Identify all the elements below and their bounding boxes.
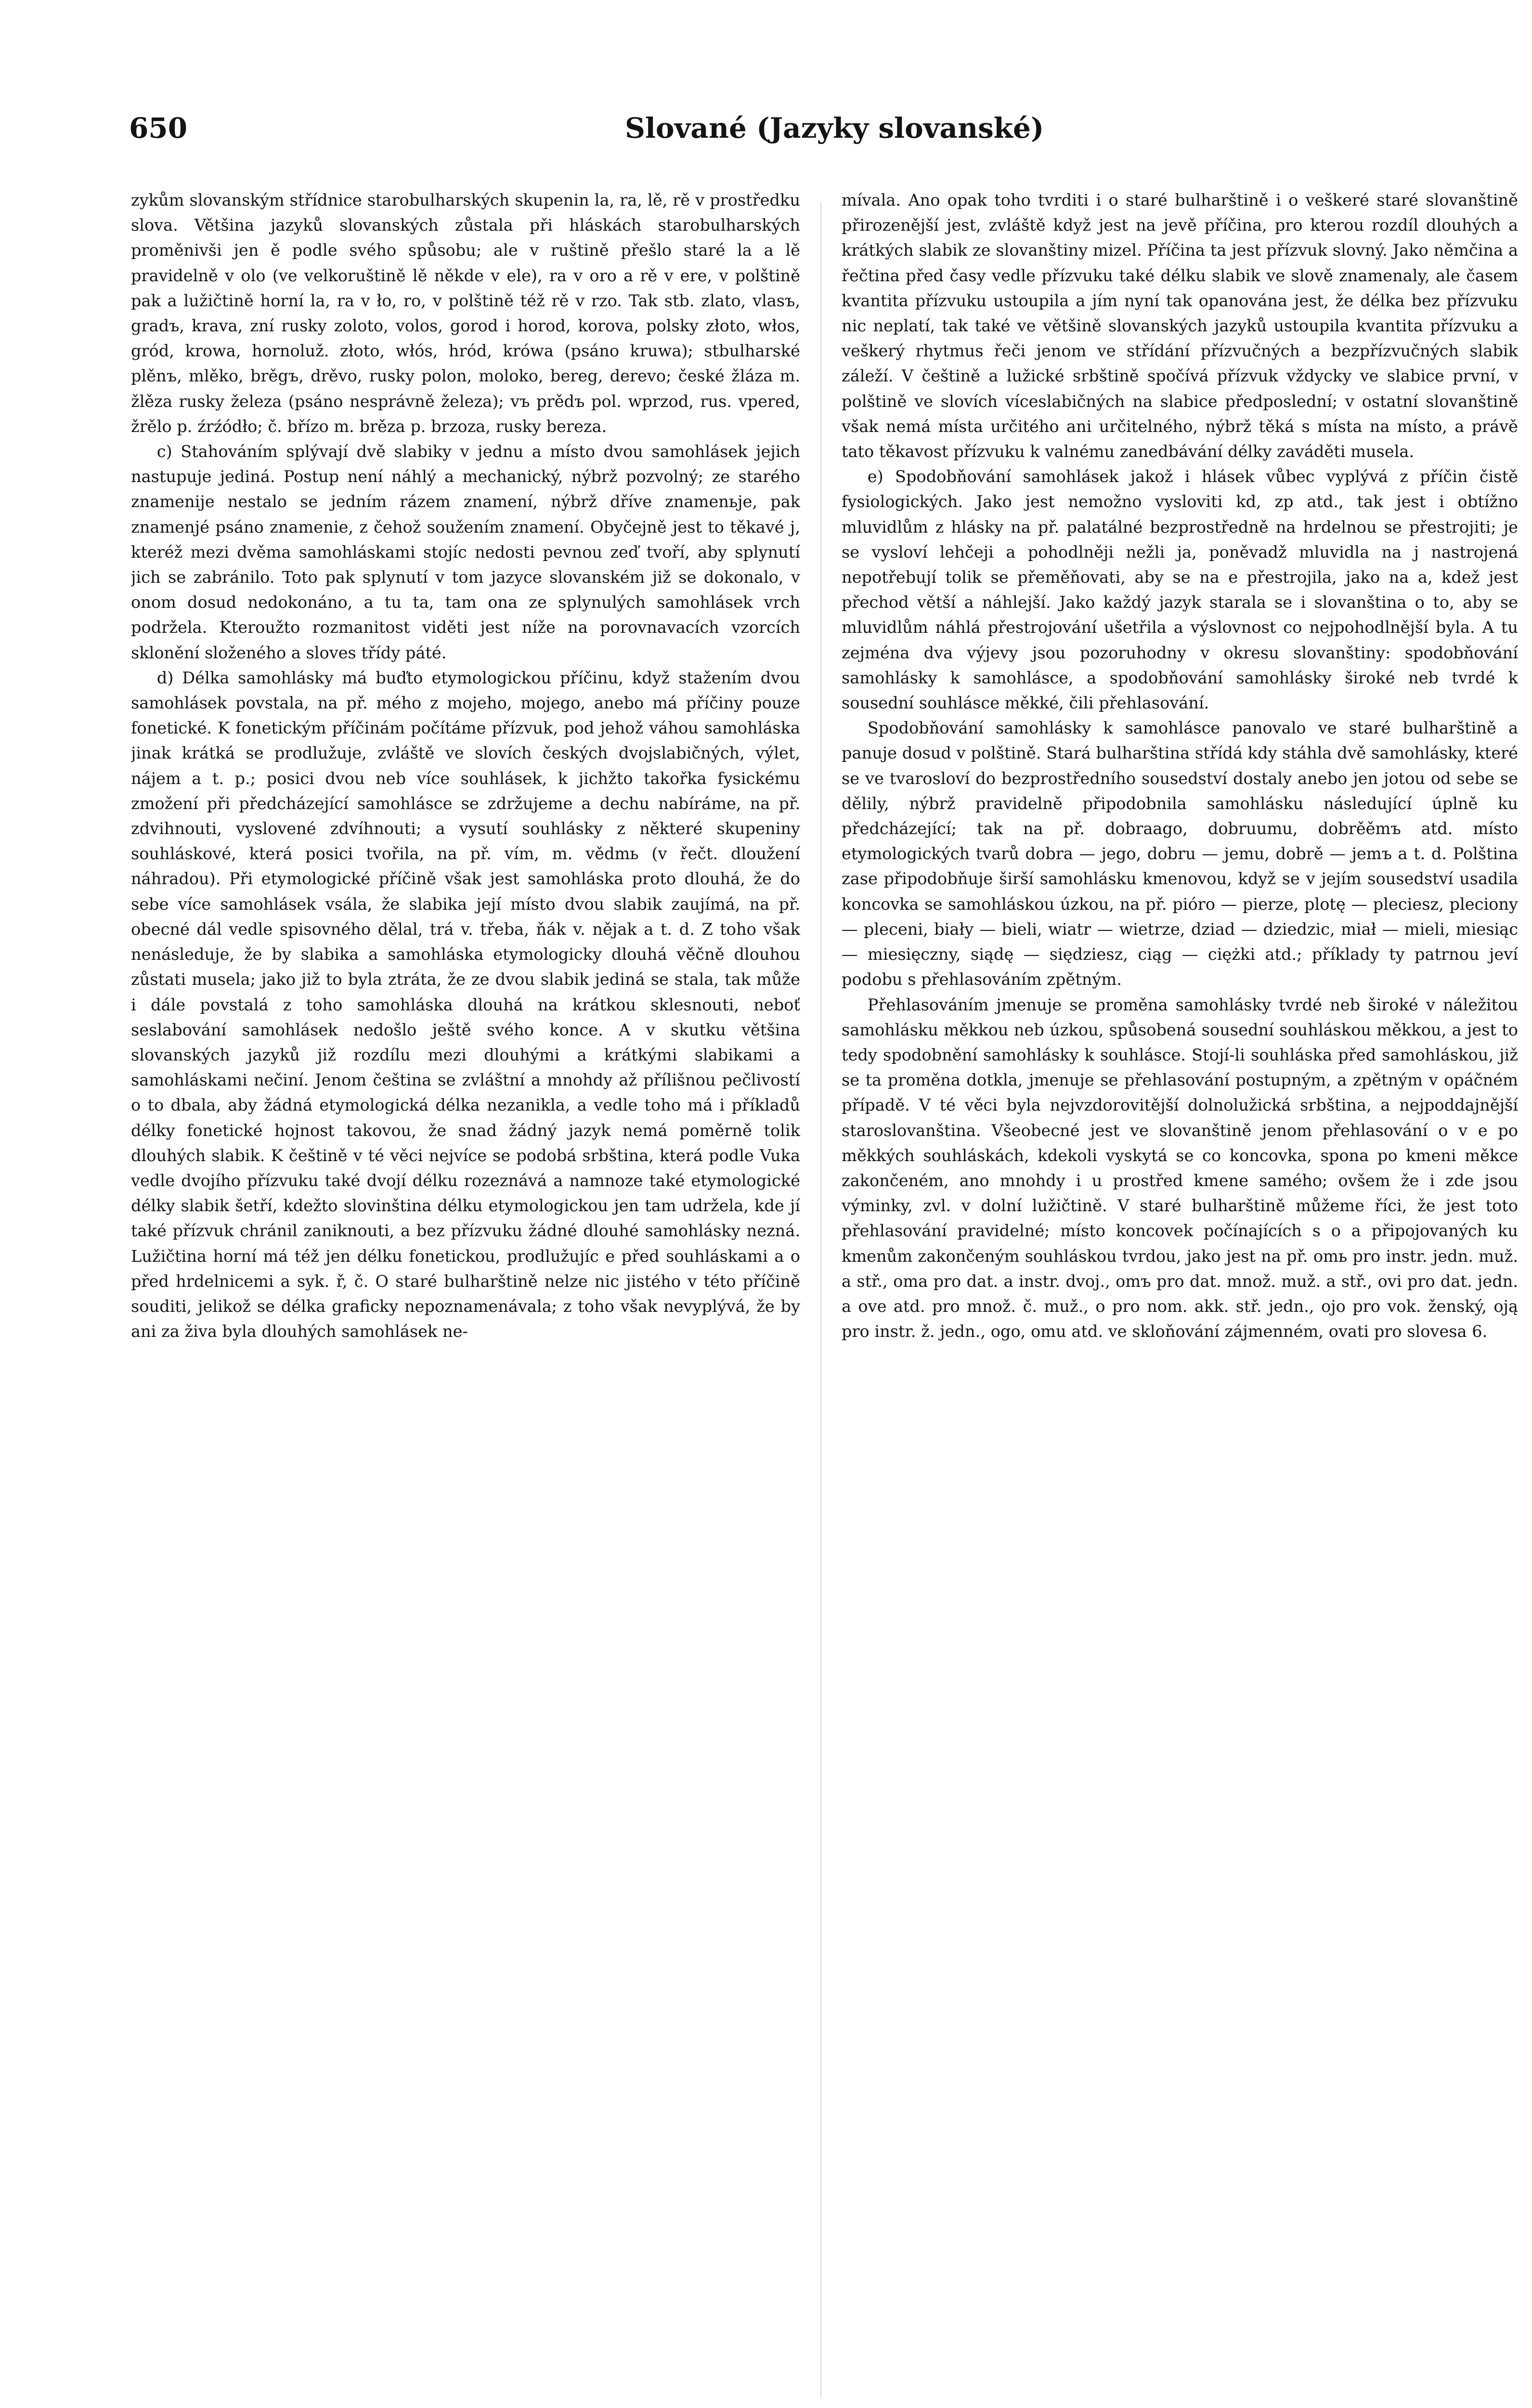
paragraph-assimilation: e) Spodobňování samohlásek jakož i hlásek vůbec vyplývá z příčin čistě fysiologických. Jako jest nemožno vysloviti kd, zp atd., tak jest i obtížno mluvidlům z hlásky na př. palatálné bezprostředně na hrdelnou se přestrojiti; je se vysloví lehčeji a pohodlněji nežli ja, poněvadž mluvidla na j nastrojená nepotřebují tolik se přeměňovati, aby se na e přestrojila, jako na a, kdež jest přechod větší a náhlejší. Jako každý jazyk starala se i slovanština o to, aby se mluvidlům náhlá přestrojování ušetřila a výslovnost co nejpohodlnější byla. A tu zejména dva výjevy jsou pozoruhodny v okresu slovanštiny: spodobňování samohlásky k samohlásce, a spodobňování samohlásky široké neb tvrdé k sousední souhlásce měkké, čili přehlasování. <box>842 467 1518 713</box>
paragraph-vowel-groups: zykům slovanským střídnice starobulharských skupenin la, ra, lě, rě v prostředku slova. Většina jazyků slovanských zůstala při hláskách starobulharských proměnivši jen ě podle svého spůsobu; ale v ruštině přešlo staré la a lě pravidelně v olo (ve velkoruštině lě někde v ele), ra v oro a rě v ere, v polštině pak a lužičtině horní la, ra v ło, ro, v polštině též rě v rzo. Tak stb. zlato, vlasъ, gradъ, krava, zní rusky zoloto, volos, gorod i horod, korova, polsky złoto, włos, gród, krowa, hornoluž. złoto, włós, hród, krówa (psáno kruwa); stbulharské plěnъ, mlěko, brěgъ, drěvo, rusky polon, moloko, bereg, derevo; české žláza m. žlěza rusky železa (psáno nesprávně železa); vъ prědъ pol. wprzod, rus. vpered, žrělo p. źrźódło; č. břízo m. brěza p. brzoza, rusky bereza. <box>131 191 800 436</box>
paragraph-umlaut: Přehlasováním jmenuje se proměna samohlásky tvrdé neb široké v náležitou samohlásku měkkou neb úzkou, spůsobená sousední souhláskou měkkou, a jest to tedy spodobnění samohlásky k souhlásce. Stojí-li souhláska před samohláskou, již se ta proměna dotkla, jmenuje se přehlasování postupným, a zpětným v opáčném případě. V té věci byla nejvzdorovitější dolnolužická srbština, a nejpoddajnější staroslovanština. Všeobecné jest ve slovanštině jenom přehlasování o v e po měkkých souhláskách, kdekoli vyskytá se co koncovka, spona po kmeni měkce zakončeném, ano mnohdy i u prostřed kmene samého; ovšem že i zde jsou výminky, zvl. v dolní lužičtině. V staré bulharštině můžeme říci, že jest toto přehlasování pravidelné; místo koncovek počínajících s o a připojovaných ku kmenům zakončeným souhláskou tvrdou, jako jest na př. omь pro instr. jedn. muž. a stř., oma pro dat. a instr. dvoj., omъ pro dat. množ. muž. a stř., ovi pro dat. jedn. a ove atd. pro množ. č. muž., o pro nom. akk. stř. jedn., ojo pro vok. ženský, oją pro instr. ž. jedn., ogo, omu atd. ve skloňování zájmenném, ovati pro slovesa 6. <box>842 995 1518 1341</box>
paragraph-vowel-length: d) Délka samohlásky má buďto etymologickou příčinu, když stažením dvou samohlásek povstala, na př. mého z mojeho, mojego, anebo má příčiny pouze fonetické. K fonetickým příčinám počítáme přízvuk, pod jehož váhou samohláska jinak krátká se prodlužuje, zvláště ve slovích českých dvojslabičných, výlet, nájem a t. p.; posici dvou neb více souhlásek, k jichžto takořka fysickému zmožení při předcházející samohlásce se zdržujeme a dechu nabíráme, na př. zdvihnouti, vyslovené zdvíhnouti; a vysutí souhlásky z některé skupeniny souhláskové, která posici tvořila, na př. vím, m. vědmь (v řečt. dloužení náhradou). Při etymologické příčině však jest samohláska proto dlouhá, že do sebe více samohlásek vsála, že slabika její místo dvou slabik zaujímá, na př. obecné dál vedle spisovného dělal, trá v. třeba, ňák v. nějak a t. d. Z toho však nenásleduje, že by slabika a samohláska etymologicky dlouhá věčně dlouhou zůstati musela; jako již to byla ztráta, že ze dvou slabik jediná se stala, tak může i dále povstalá z toho samohláska dlouhá na krátkou sklesnouti, neboť seslabování samohlásek nedošlo ještě svého konce. A v skutku většina slovanských jazyků již rozdílu mezi dlouhými a krátkými slabikami a samohláskami nečiní. Jenom čeština se zvláštní a mnohdy až přílišnou pečlivostí o to dbala, aby žádná etymologická délka nezanikla, a vedle toho má i příkladů délky fonetické hojnost takovou, že snad žádný jazyk nemá poměrně tolik dlouhých slabik. K češtině v té věci nejvíce se podobá srbština, která podle Vuka vedle dvojího přízvuku také dvojí délku rozeznává a namnoze také etymologické délky slabik šetří, kdežto slovinština délku etymologickou jen tam udržela, kde jí také přízvuk chránil zaniknouti, a bez přízvuku žádné dlouhé samohlásky nezná. Lužičtina horní má též jen délku fonetickou, prodlužujíc e před souhláskami a o před hrdelnicemi a syk. ř, č. O staré bulharštině nelze nic jistého v této příčině souditi, jelikož se délka graficky nepoznamenávala; z toho však nevyplývá, že by ani za živa byla dlouhých samohlásek ne- <box>131 668 800 1341</box>
left-column <box>131 188 800 2408</box>
right-column <box>842 188 1518 2408</box>
page-header <box>129 112 1044 160</box>
page-number: 650 <box>129 112 188 144</box>
paragraph-contraction: c) Stahováním splývají dvě slabiky v jednu a místo dvou samohlásek jejich nastupuje jediná. Postup není náhlý a mechanický, nýbrž pozvolný; ze starého znamenije nestalo se jedním rázem znamení, nýbrž dříve znamenьje, pak znamenjé psáno znamenie, z čehož soužením znamení. Obyčejně jest to těkavé j, kteréž mezi dvěma samohláskami stojíc nedosti pevnou zeď tvoří, aby splynutí jich se zabránilo. Toto pak splynutí v tom jazyce slovanském již se dokonalo, v onom dosud nedokonáno, a tu ta, tam ona ze splynulých samohlásek vrch podržela. Kteroužto rozmanitost viděti jest níže na porovnavacích vzorcích sklonění složeného a sloves třídy páté. <box>131 442 800 662</box>
paragraph-vowel-assimilation: Spodobňování samohlásky k samohlásce panovalo ve staré bulharštině a panuje dosud v polštině. Stará bulharština střídá kdy stáhla dvě samohlásky, které se ve tvarosloví do bezprostředního sousedství dostaly anebo jen jotou od sebe se dělily, nýbrž pravidelně připodobnila samohlásku následující úplně ku předcházející; tak na př. dobraago, dobruumu, dobrěěmъ atd. místo etymologických tvarů dobra — jego, dobru — jemu, dobrě — jemъ a t. d. Polština zase připodobňuje širší samohlásku kmenovou, když se v jejím sousedství usadila koncovka se samohláskou úzkou, na př. pióro — pierze, plotę — pleciesz, pleciony — pleceni, biały — bieli, wiatr — wietrze, dziad — dziedzic, miał — mieli, miesiąc — miesięczny, siądę — siędziesz, ciąg — ciężki atd.; příklady ty patrnou jeví podobu s přehlasováním zpětným. <box>842 719 1518 989</box>
running-title: Slované (Jazyky slovanské) <box>625 112 1044 144</box>
paragraph-accent: mívala. Ano opak toho tvrditi i o staré bulharštině i o veškeré staré slovanštině přirozenější jest, zvláště když jest na jevě příčina, pro kterou rozdíl dlouhých a krátkých slabik ze slovanštiny mizel. Příčina ta jest přízvuk slovný. Jako němčina a řečtina před časy vedle přízvuku také délku slabik ve slově znamenaly, ale časem kvantita přízvuku ustoupila a jím nyní tak opanována jest, že délka bez přízvuku nic neplatí, tak také ve většině slovanských jazyků ustoupila kvantita přízvuku a veškerý rhytmus řeči jenom ve střídání přízvučných a bezpřízvučných slabik záleží. V češtině a lužické srbštině spočívá přízvuk vždycky ve slabice první, v polštině ve slovích víceslabičných na slabice předposlední; v ostatní slovanštině však nemá místa určitého ani určitelného, nýbrž těká s místa na místo, a právě tato těkavost přízvuku k valnému zanedbávání délky zaváděti musela. <box>842 191 1518 461</box>
column-divider <box>820 202 821 2398</box>
